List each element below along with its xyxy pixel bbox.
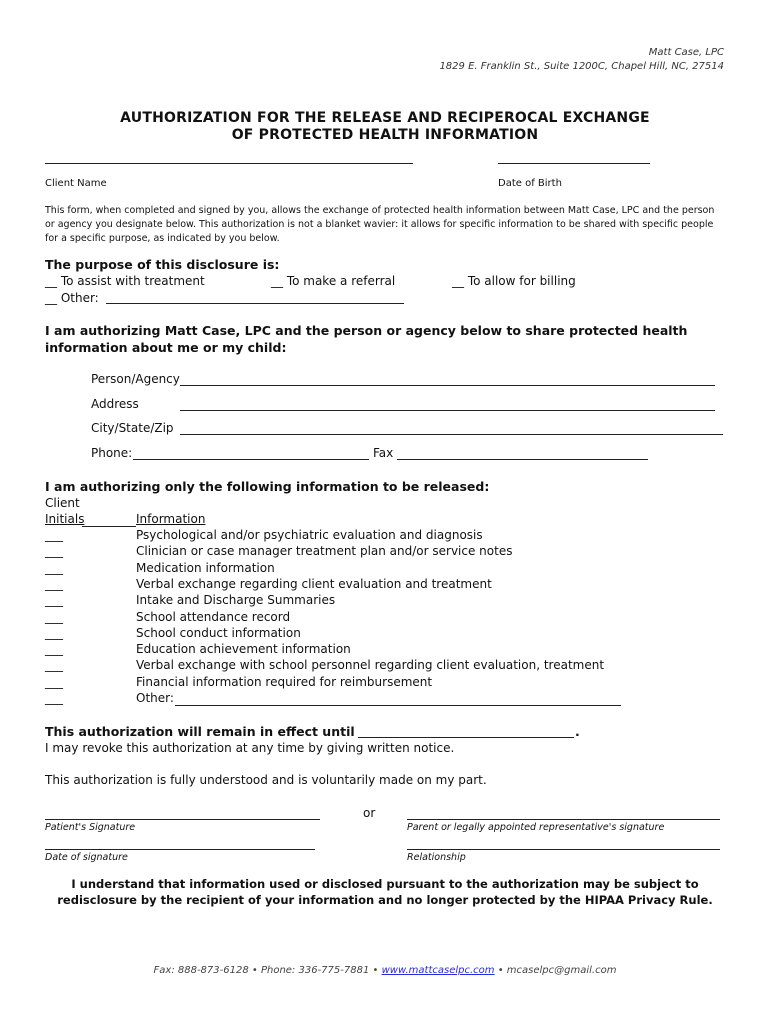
client-name-field[interactable] <box>45 163 413 164</box>
client-initials-field[interactable]: ___ <box>45 674 63 689</box>
phone-label: Phone: <box>91 446 133 460</box>
date-of-birth-label: Date of Birth <box>498 178 562 189</box>
city-state-zip-label: City/State/Zip <box>91 421 174 435</box>
purpose-treatment-option[interactable]: __ To assist with treatment <box>45 274 205 288</box>
client-initials-field[interactable]: ___ <box>45 593 63 608</box>
fax-field[interactable] <box>397 459 648 460</box>
client-initials-field[interactable]: ___ <box>45 528 63 542</box>
or-separator: or <box>363 806 376 820</box>
client-name-label: Client Name <box>45 178 107 189</box>
client-initials-field[interactable]: ___ <box>45 691 63 705</box>
relationship-field[interactable] <box>407 849 720 850</box>
date-of-signature-label: Date of signature <box>45 852 128 863</box>
form-title-line2: OF PROTECTED HEALTH INFORMATION <box>231 127 539 143</box>
client-initials-field[interactable]: ___ <box>45 560 63 575</box>
revoke-notice: I may revoke this authorization at any time by giving written notice. <box>45 741 455 755</box>
info-item-label: Financial information required for reimbursement <box>136 674 433 689</box>
practice-name: Matt Case, LPC <box>648 47 724 58</box>
disclaimer-line1: I understand that information used or disclosed pursuant to the authorization may be subject to <box>71 877 699 891</box>
patient-signature-label: Patient's Signature <box>45 822 136 833</box>
info-item-label: Intake and Discharge Summaries <box>136 593 336 608</box>
client-initials-field[interactable]: ___ <box>45 625 63 640</box>
footer-fax-phone: Fax: 888-873-6128 • Phone: 336-775-7881 • <box>153 965 379 976</box>
purpose-billing-option[interactable]: __ To allow for billing <box>452 274 576 288</box>
info-item-label: Medication information <box>136 560 275 575</box>
client-initials-field[interactable]: ___ <box>45 544 63 559</box>
parent-signature-field[interactable] <box>407 819 720 820</box>
client-initials-field[interactable]: ___ <box>45 576 63 591</box>
address-field[interactable] <box>180 410 715 411</box>
intro-paragraph: This form, when completed and signed by you, allows the exchange of protected health information between Matt Case, LPC and the person or agency you designate below. This authorization is not a blanket wavier: it allows for specific information to be shared with specific people for a specific purpose, as indicated by you below. <box>45 205 715 244</box>
effect-period: . <box>575 724 580 739</box>
effect-heading: This authorization will remain in effect until <box>45 724 355 739</box>
info-item-label: Verbal exchange regarding client evaluation and treatment <box>136 576 492 591</box>
purpose-other-field[interactable] <box>106 303 404 304</box>
person-agency-field[interactable] <box>180 385 715 386</box>
recipient-heading-line2: information about me or my child: <box>45 340 287 355</box>
person-agency-label: Person/Agency <box>91 372 180 386</box>
recipient-heading-line1: I am authorizing Matt Case, LPC and the person or agency below to share protected health <box>45 323 688 338</box>
date-of-birth-field[interactable] <box>498 163 650 164</box>
form-title-line1: AUTHORIZATION FOR THE RELEASE AND RECIPEROCAL EXCHANGE <box>120 110 650 126</box>
footer-contact <box>0 965 770 976</box>
relationship-label: Relationship <box>407 852 466 863</box>
effect-until-field[interactable] <box>358 737 574 738</box>
client-initials-field[interactable]: ___ <box>45 658 63 673</box>
info-item-label: School attendance record <box>136 609 291 624</box>
info-item-label: Psychological and/or psychiatric evaluation and diagnosis <box>136 528 483 542</box>
website-link[interactable]: www.mattcaselpc.com <box>381 965 495 976</box>
client-initials-field[interactable]: ___ <box>45 609 63 624</box>
client-initials-header-line1: Client <box>45 496 80 510</box>
info-item-label: Education achievement information <box>136 642 351 657</box>
client-initials-field[interactable]: ___ <box>45 642 63 657</box>
city-state-zip-field[interactable] <box>180 434 723 435</box>
purpose-referral-option[interactable]: __ To make a referral <box>271 274 396 288</box>
disclaimer-line2: redisclosure by the recipient of your information and no longer protected by the HIPAA Privacy Rule. <box>57 893 713 907</box>
info-other-field[interactable] <box>175 705 621 706</box>
understood-statement: This authorization is fully understood and is voluntarily made on my part. <box>45 773 487 787</box>
info-item-label: School conduct information <box>136 625 301 640</box>
info-item-label: Verbal exchange with school personnel regarding client evaluation, treatment <box>136 658 605 673</box>
purpose-other-option[interactable]: __ Other: <box>45 291 99 305</box>
phone-field[interactable] <box>133 459 369 460</box>
parent-signature-label: Parent or legally appointed representative's signature <box>407 822 665 833</box>
info-item-label: Other: <box>136 691 174 705</box>
purpose-heading: The purpose of this disclosure is: <box>45 257 280 272</box>
patient-signature-field[interactable] <box>45 819 320 820</box>
fax-label: Fax <box>373 446 394 460</box>
address-label: Address <box>91 397 139 411</box>
header-underline-spacer <box>82 526 136 527</box>
information-header: Information <box>136 512 206 526</box>
date-of-signature-field[interactable] <box>45 849 315 850</box>
info-release-heading: I am authorizing only the following information to be released: <box>45 479 490 494</box>
practice-address: 1829 E. Franklin St., Suite 1200C, Chapel Hill, NC, 27514 <box>439 61 724 72</box>
footer-email: • mcaselpc@gmail.com <box>497 965 617 976</box>
info-item-label: Clinician or case manager treatment plan and/or service notes <box>136 544 513 559</box>
client-initials-header-line2: Initials <box>45 512 85 526</box>
